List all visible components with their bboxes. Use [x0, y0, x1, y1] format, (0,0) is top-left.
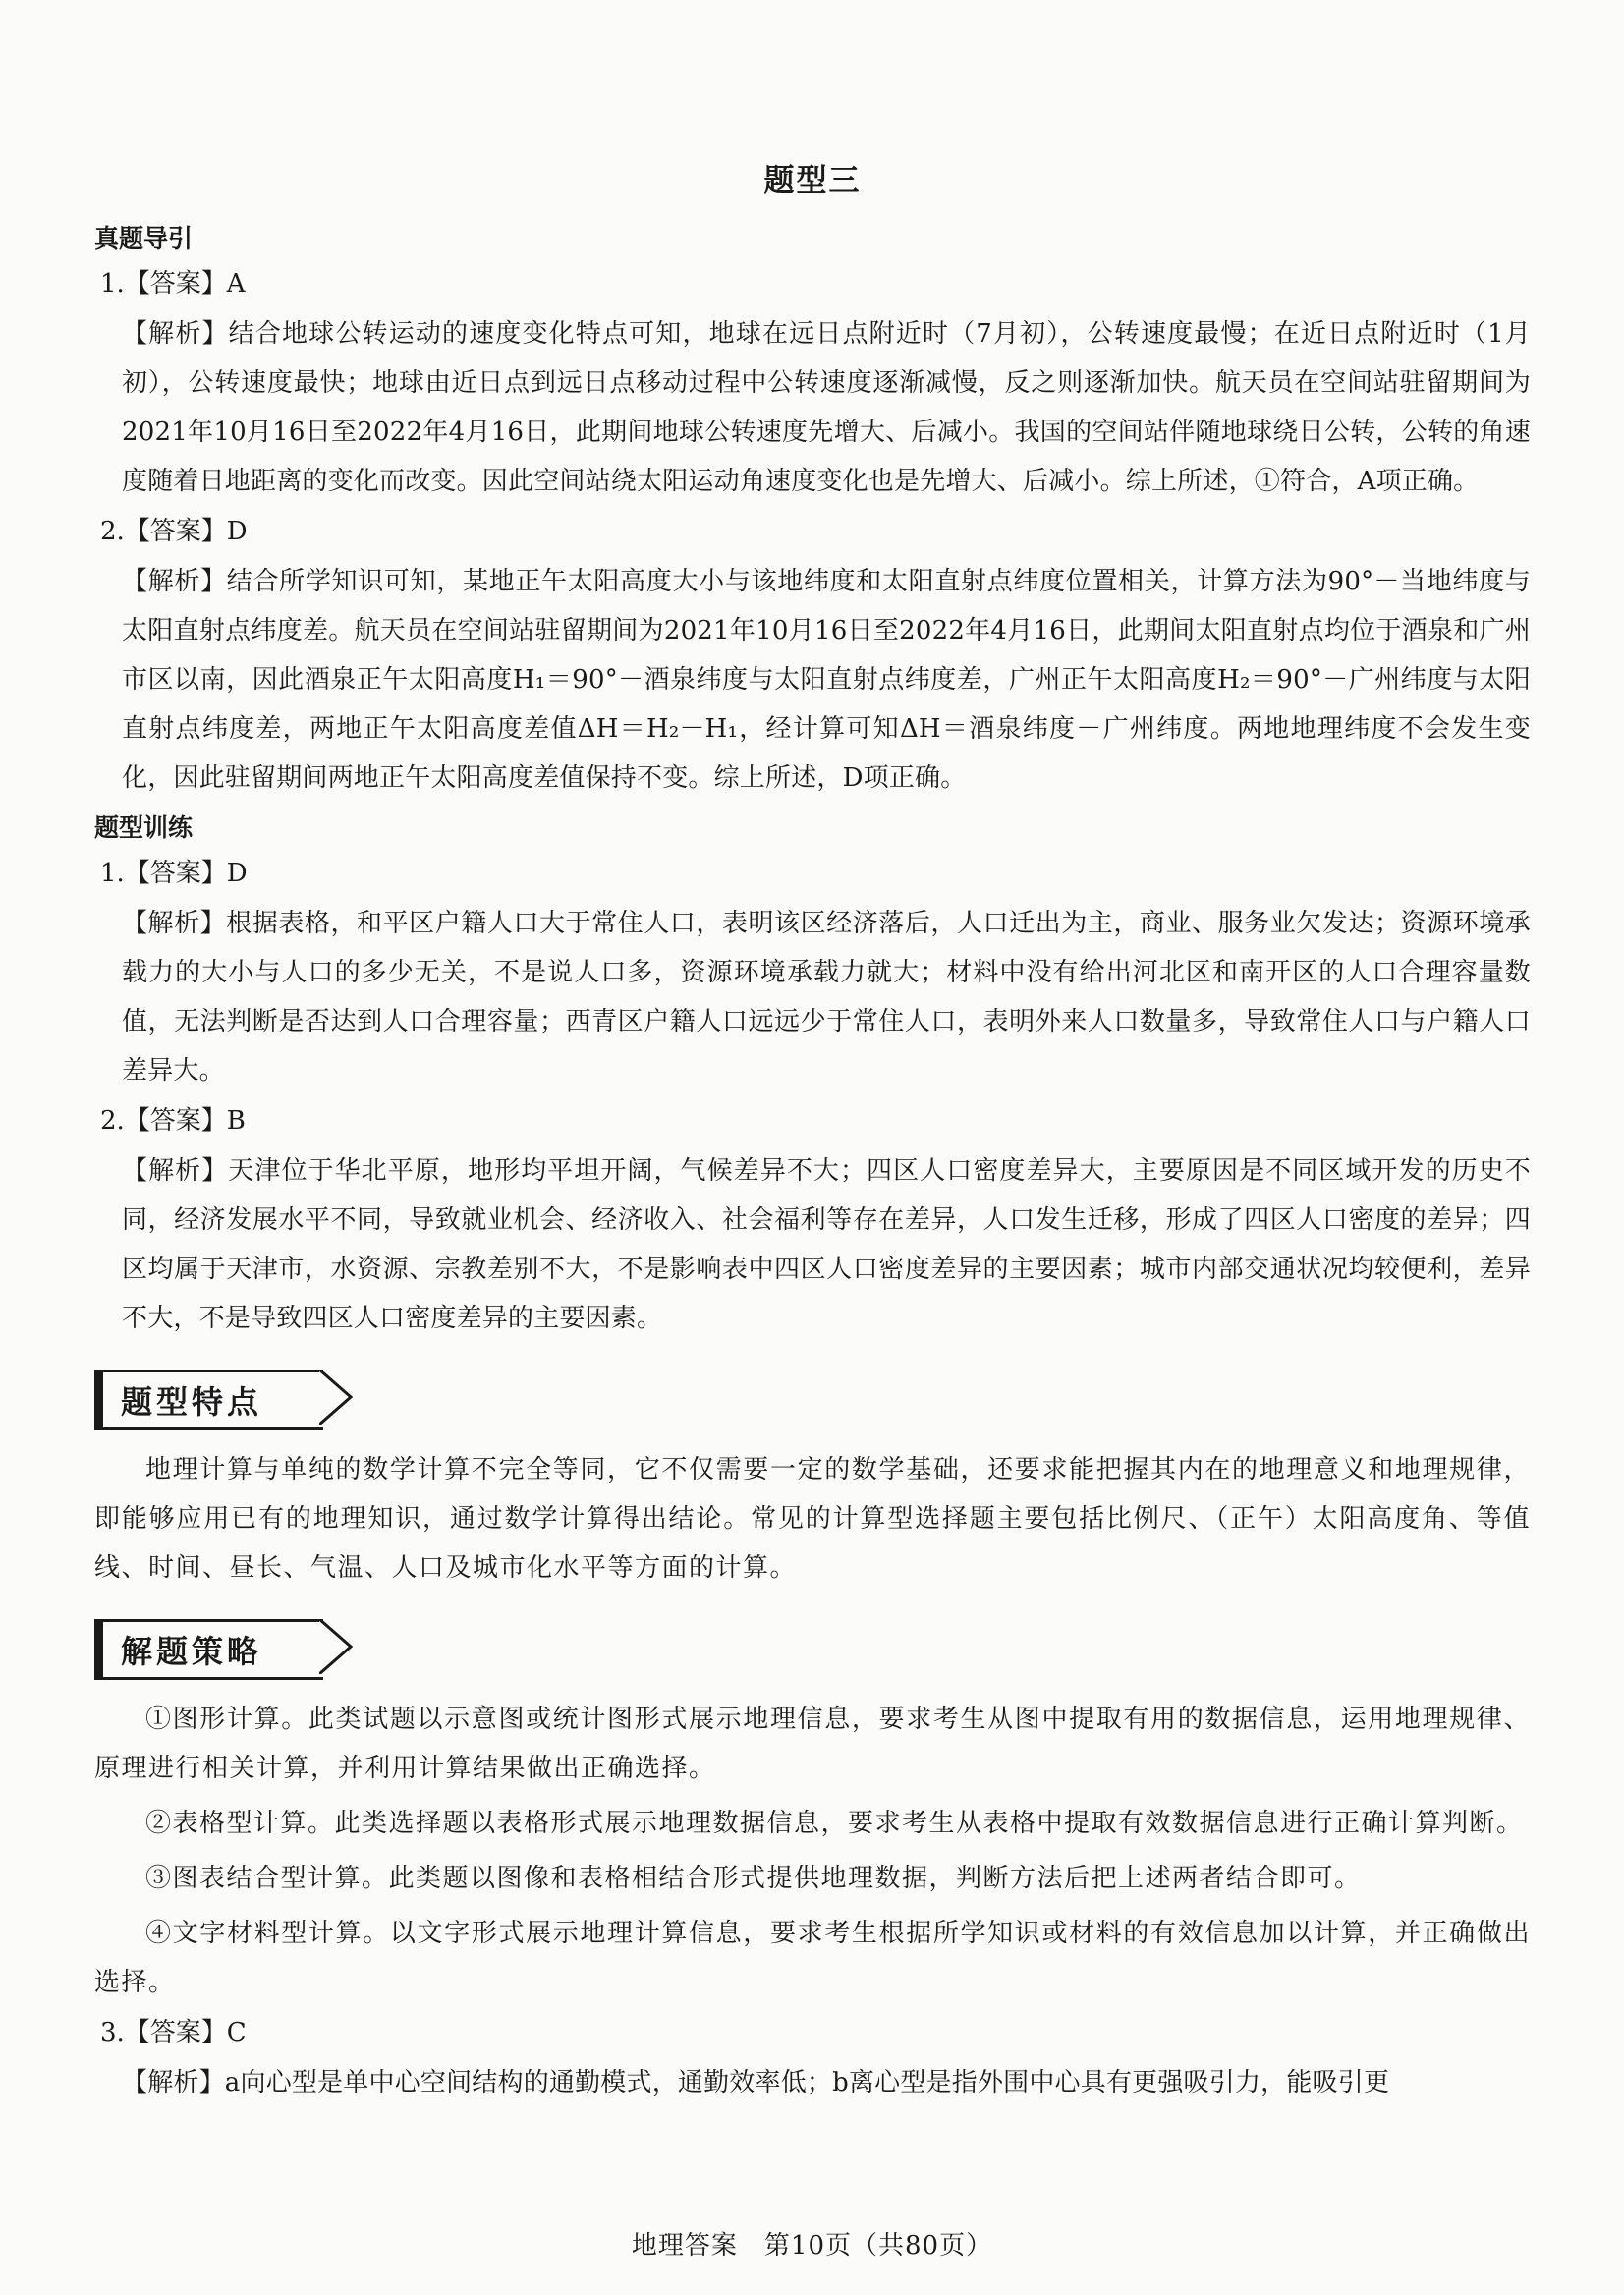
answer-line: 2.【答案】B	[100, 1106, 246, 1136]
answer-line: 2.【答案】D	[100, 517, 248, 546]
arrow-tip-icon	[319, 1619, 353, 1674]
explanation-paragraph: 【解析】结合地球公转运动的速度变化特点可知，地球在远日点附近时（7月初），公转速度最慢；在近日点附近时（1月初），公转速度最快；地球由近日点到远日点移动过程中公转速度逐渐减慢，反之则逐渐加快。航天员在空间站驻留期间为2021年10月16日至2022年4月16日，此期间地球公转速度先增大、后减小。我国的空间站伴随地球绕日公转，公转的角速度随着日地距离的变化而改变。因此空间站绕太阳运动角速度变化也是先增大、后减小。综上所述，①符合，A项正确。	[122, 319, 1531, 496]
features-tag	[94, 1370, 323, 1430]
strategy-heading-box	[94, 1618, 1531, 1681]
page-content	[94, 147, 1531, 2113]
strategy-tag	[94, 1619, 323, 1680]
section-heading-training: 题型训练	[94, 813, 194, 842]
section-heading-real-questions: 真题导引	[94, 224, 194, 252]
answer-line: 3.【答案】C	[100, 2018, 247, 2047]
features-heading-box	[94, 1369, 1531, 1431]
answer-line: 1.【答案】A	[100, 269, 246, 299]
strategy-point: ④文字材料型计算。以文字形式展示地理计算信息，要求考生根据所学知识或材料的有效信息加以计算，并正确做出选择。	[94, 1919, 1531, 1997]
explanation-paragraph: 【解析】天津位于华北平原，地形均平坦开阔，气候差异不大；四区人口密度差异大，主要原因是不同区域开发的历史不同，经济发展水平不同，导致就业机会、经济收入、社会福利等存在差异，人口发生迁移，形成了四区人口密度的差异；四区均属于天津市，水资源、宗教差别不大，不是影响表中四区人口密度差异的主要因素；城市内部交通状况均较便利，差异不大，不是导致四区人口密度差异的主要因素。	[122, 1156, 1531, 1333]
features-text: 地理计算与单纯的数学计算不完全等同，它不仅需要一定的数学基础，还要求能把握其内在的地理意义和地理规律，即能够应用已有的地理知识，通过数学计算得出结论。常见的计算型选择题主要包括比例尺、（正午）太阳高度角、等值线、时间、昼长、气温、人口及城市化水平等方面的计算。	[94, 1455, 1531, 1583]
strategy-point: ①图形计算。此类试题以示意图或统计图形式展示地理信息，要求考生从图中提取有用的数据信息，运用地理规律、原理进行相关计算，并利用计算结果做出正确选择。	[94, 1705, 1531, 1783]
arrow-tip-icon	[319, 1370, 353, 1425]
page-title: 题型三	[763, 163, 862, 198]
strategy-point: ③图表结合型计算。此类题以图像和表格相结合形式提供地理数据，判断方法后把上述两者结合即可。	[145, 1864, 1362, 1893]
strategy-point: ②表格型计算。此类选择题以表格形式展示地理数据信息，要求考生从表格中提取有效数据信息进行正确计算判断。	[145, 1809, 1524, 1838]
features-heading: 题型特点	[121, 1383, 263, 1421]
strategy-heading: 解题策略	[121, 1633, 263, 1670]
answer-line: 1.【答案】D	[100, 859, 248, 888]
explanation-paragraph: 【解析】结合所学知识可知，某地正午太阳高度大小与该地纬度和太阳直射点纬度位置相关，计算方法为90°－当地纬度与太阳直射点纬度差。航天员在空间站驻留期间为2021年10月16日至2022年4月16日，此期间太阳直射点均位于酒泉和广州市区以南，因此酒泉正午太阳高度H₁＝90°－酒泉纬度与太阳直射点纬度差，广州正午太阳高度H₂＝90°－广州纬度与太阳直射点纬度差，两地正午太阳高度差值ΔH＝H₂－H₁，经计算可知ΔH＝酒泉纬度－广州纬度。两地地理纬度不会发生变化，因此驻留期间两地正午太阳高度差值保持不变。综上所述，D项正确。	[122, 567, 1531, 793]
explanation-paragraph: 【解析】a向心型是单中心空间结构的通勤模式，通勤效率低；b离心型是指外围中心具有更强吸引力，能吸引更	[122, 2068, 1390, 2098]
page-footer: 地理答案 第10页（共80页）	[631, 2231, 993, 2261]
explanation-paragraph: 【解析】根据表格，和平区户籍人口大于常住人口，表明该区经济落后，人口迁出为主，商业、服务业欠发达；资源环境承载力的大小与人口的多少无关，不是说人口多，资源环境承载力就大；材料中没有给出河北区和南开区的人口合理容量数值，无法判断是否达到人口合理容量；西青区户籍人口远远少于常住人口，表明外来人口数量多，导致常住人口与户籍人口差异大。	[122, 909, 1531, 1086]
